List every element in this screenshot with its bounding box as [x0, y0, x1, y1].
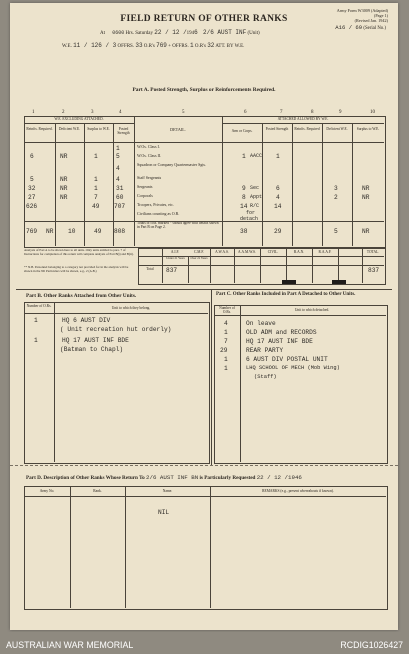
table-rule — [292, 123, 293, 246]
hdr-we-excl: W.E. EXCLUDING ATTACHED. — [54, 117, 104, 121]
ors2-value: 32 — [207, 42, 215, 49]
we-value: 11 / 126 / 3 — [73, 42, 117, 49]
detail-label: Corporals — [137, 193, 153, 198]
part-d-title — [26, 475, 386, 481]
redaction-mark — [282, 280, 296, 284]
cell-value: NR — [60, 185, 68, 192]
hdr-detail: DETAIL. — [170, 127, 186, 132]
unit-label: (Unit) — [247, 31, 260, 36]
detail-label: Staff Sergeants — [137, 175, 162, 180]
cell-value: 10 — [68, 228, 76, 235]
cell-value: NR — [60, 153, 68, 160]
analysis-head: A.I.F. — [170, 250, 180, 254]
detail-rows — [137, 145, 221, 229]
cell-value: 5 — [116, 153, 120, 160]
serial-number — [335, 24, 386, 32]
redaction-mark — [332, 280, 346, 284]
form-ref-line: (Revised Jan. 1942) — [354, 18, 388, 23]
table-rule — [210, 486, 211, 608]
analysis-head: A.A.M.W.S. — [238, 250, 256, 254]
part-d-head: REMARKS (e.g., present whereabouts if known). — [262, 489, 334, 493]
table-rule — [222, 116, 223, 246]
hdr-posted: Posted Strength — [117, 127, 130, 136]
cell-value: 1 — [116, 145, 120, 152]
part-d-title-prefix: Part D. Description of Other Ranks Whose Return To — [26, 475, 145, 481]
part-d-table — [24, 486, 388, 610]
ors-label: O.R's — [143, 44, 155, 49]
cell-value: Sec — [250, 185, 260, 191]
part-d-head: Rank. — [93, 489, 102, 493]
form-ref-line: Army Form W3009 (Adapted) — [336, 8, 388, 13]
part-b-title: Part B. Other Ranks Attached from Other Units. — [26, 293, 137, 299]
cell-value: detach — [240, 216, 259, 222]
part-d-date: 22 / 12 / — [256, 474, 288, 481]
cell-value: 49 — [92, 203, 100, 210]
cell-value: 2 — [334, 194, 338, 201]
table-rule — [262, 123, 263, 246]
fold-line — [10, 465, 398, 466]
col-number: 6 — [244, 110, 247, 115]
cell-value: 1 — [94, 185, 98, 192]
part-c-num: 1 — [224, 356, 228, 363]
we-line — [62, 43, 244, 50]
cell-value: 29 — [274, 228, 282, 235]
cell-value: NR — [362, 228, 370, 235]
cell-value: 60 — [116, 194, 124, 201]
part-b-unit: HQ 6 AUST DIV — [62, 317, 111, 324]
cell-value: 5 — [30, 176, 34, 183]
detail-label: W.Os. Class II. — [137, 153, 162, 158]
table-rule — [322, 123, 323, 246]
hdr-reinfts: Reinfts. Required. — [26, 127, 53, 131]
year-prefix: 194 — [186, 31, 195, 36]
cell-value: NR — [362, 194, 370, 201]
cell-value: 14 — [240, 203, 248, 210]
part-c-unit: LHQ SCHOOL OF MECH (Mob Wing) — [246, 365, 340, 371]
analysis-note: Analysis of Part A to be shown here to all units. Only units entitled to para. 7 of Instructions for completion of this return will complete analysis of Part B(i) and B(ii). — [24, 248, 134, 256]
form-ref-line: (Page 1) — [373, 13, 388, 18]
cell-value: 9 — [242, 185, 246, 192]
part-c-head: Unit to which detached. — [294, 308, 330, 312]
hrs-label: Hrs. Saturday — [125, 31, 154, 36]
time-line — [100, 30, 260, 37]
table-rule — [125, 486, 126, 608]
cell-value: 5 — [334, 228, 338, 235]
section-rule — [211, 289, 212, 465]
part-c-unit: OLD ADM and RECORDS — [246, 329, 317, 336]
cell-value: 4 — [116, 165, 120, 172]
analysis-head: C.M.F. — [194, 250, 204, 254]
form-title: FIELD RETURN OF OTHER RANKS — [120, 14, 288, 24]
hrs-value: 0600 — [112, 30, 125, 36]
detail-label: W.Os. Class I. — [137, 144, 160, 149]
total-value: 837 — [368, 267, 380, 274]
cell-value: 4 — [116, 176, 120, 183]
part-d-title-suffix: is Particularly Requested — [199, 475, 256, 481]
part-b-unit: (Batman to Chapl) — [60, 346, 124, 353]
cell-value: 38 — [240, 228, 248, 235]
detail-label: Sergeants — [137, 184, 153, 189]
part-b-num: 1 — [34, 337, 38, 344]
cell-value: AACC — [250, 153, 263, 159]
hdr-surplus: Surplus to W.E. — [87, 127, 110, 131]
table-rule — [222, 123, 384, 124]
part-b-head: Unit to which they belong. — [111, 306, 151, 310]
cell-value: Appt — [250, 194, 263, 200]
cell-value: 8 — [242, 194, 246, 201]
att-label: ATT. BY W.E. — [215, 44, 245, 49]
cell-value: 1 — [94, 176, 98, 183]
we-label: W.E. — [62, 44, 72, 49]
cell-value: 3 — [334, 185, 338, 192]
table-rule — [24, 221, 384, 222]
at-label: At — [100, 31, 105, 36]
totals-label: Total — [146, 267, 154, 271]
cell-value: 769 — [26, 228, 38, 235]
cell-value: NR — [60, 194, 68, 201]
section-rule — [16, 289, 392, 290]
col-number: 2 — [62, 110, 65, 115]
cell-value: 626 — [26, 203, 38, 210]
archive-footer — [0, 632, 409, 654]
offrs-value: 33 — [135, 42, 143, 49]
analysis-head: TOTAL. — [366, 250, 380, 254]
part-d-unit: 2/6 AUST INF BN — [146, 474, 199, 481]
ors-value: 769 — [156, 42, 167, 49]
cell-value: 7 — [94, 194, 98, 201]
part-a-title: Part A. Posted Strength, Surplus or Reinforcements Required. — [132, 87, 276, 93]
hdr-att-allowed: ATTACHED ALLOWED BY W.E. — [277, 117, 329, 121]
analysis-head: R.A.N. — [293, 250, 305, 254]
cell-value: 4 — [276, 194, 280, 201]
col-number: 7 — [280, 110, 283, 115]
offrs-label: OFFRS. — [117, 44, 135, 49]
table-rule — [338, 248, 339, 283]
date-value: 22 / 12 / — [154, 29, 187, 36]
archive-name: AUSTRALIAN WAR MEMORIAL — [6, 640, 134, 650]
table-rule — [24, 313, 208, 314]
part-d-head: Name. — [162, 489, 173, 493]
col-number: 3 — [91, 110, 94, 115]
cmf-sub: Over 21 Years — [190, 256, 208, 260]
part-c-num: 1 — [224, 365, 228, 372]
part-b-unit: ( Unit recreation hut orderly) — [60, 326, 172, 333]
analysis-head: R.A.A.F. — [318, 250, 332, 254]
part-c-title: Part C. Other Ranks Included in Part A Detached to Other Units. — [216, 292, 356, 297]
table-rule — [138, 265, 384, 266]
cell-value: NR — [60, 176, 68, 183]
serial-value: A16 / 69 — [335, 24, 363, 31]
hdr-deficient-r: Deficient W.E. — [326, 127, 348, 131]
col-number: 10 — [370, 110, 375, 115]
part-d-entry: NIL — [158, 509, 170, 516]
hdr-posted-r: Posted Strength — [265, 127, 289, 131]
archive-ref: RCDIG1026427 — [340, 640, 403, 650]
cell-value: 31 — [116, 185, 124, 192]
cell-value: 808 — [114, 228, 126, 235]
form-sheet — [10, 3, 398, 630]
analysis-head: A.W.A.S. — [215, 250, 229, 254]
detail-label: Squadron or Company Quartermaster Sgts. — [137, 162, 206, 167]
cell-value: 32 — [28, 185, 36, 192]
col-number: 8 — [311, 110, 314, 115]
cell-value: 1 — [242, 153, 246, 160]
col-number: 5 — [182, 110, 185, 115]
part-d-head: Army No. — [39, 489, 55, 493]
unit-value: 2/6 AUST INF — [203, 29, 247, 36]
cell-value: 1 — [94, 153, 98, 160]
nb-note: ** N.B. Personnel belonging to a category not provided for in the analysis will be shown in the Nil Particulars will be shown, e.g., 2 (A.B.) — [24, 265, 129, 273]
part-c-head: Number of O.Rs. — [219, 306, 235, 315]
part-c-unit: (Staff) — [254, 374, 277, 380]
cell-value: 6 — [30, 153, 34, 160]
hdr-deficient: Deficient W.E. — [58, 127, 81, 131]
col-number: 9 — [339, 110, 342, 115]
table-rule — [55, 123, 56, 246]
aif-value: 837 — [166, 267, 178, 274]
table-rule — [24, 142, 384, 143]
table-rule — [24, 123, 134, 124]
part-d-year: 1946 — [288, 474, 302, 481]
hdr-arm: Arm or Corps. — [231, 129, 253, 133]
part-c-unit: HQ 17 AUST INF BDE — [246, 338, 313, 345]
table-rule — [84, 123, 85, 246]
cell-value: 49 — [94, 228, 102, 235]
offrs2-value: 1 — [190, 42, 194, 49]
part-c-unit: REAR PARTY — [246, 347, 284, 354]
part-b-head: Number of O.Rs. — [26, 304, 52, 308]
analysis-head: CIVIL. — [267, 250, 279, 254]
serial-label: (Serial No.) — [363, 26, 386, 31]
year-value: 6 — [194, 29, 198, 36]
cell-value: 707 — [114, 203, 126, 210]
table-rule — [54, 302, 55, 462]
table-rule — [352, 123, 353, 246]
offrs2-label: OFFRS. — [172, 44, 189, 49]
cell-value: 1 — [276, 153, 280, 160]
cell-value: 27 — [28, 194, 36, 201]
part-c-num: 4 — [224, 320, 228, 327]
cell-value: for — [246, 210, 256, 216]
cell-value: 14 — [274, 203, 282, 210]
ors2-label: O.R's — [194, 44, 206, 49]
part-c-num: 7 — [224, 338, 228, 345]
hdr-reinfts-r: Reinfts. Required — [294, 127, 320, 131]
part-b-unit: HQ 17 AUST INF BDE — [62, 337, 129, 344]
hdr-surplus-r: Surplus to W.E. — [356, 127, 380, 131]
part-b-num: 1 — [34, 317, 38, 324]
cell-value: NR — [46, 228, 54, 235]
cell-value: R/C — [250, 203, 260, 209]
detail-label: Totals of cols. marked * should agree with details shown in Part B on Page 2. — [137, 221, 219, 229]
col-number: 4 — [119, 110, 122, 115]
detail-label: Civilians counting as O.R. — [137, 211, 180, 216]
plus-sign: + — [168, 44, 171, 49]
part-c-unit: On leave — [246, 320, 276, 327]
col-number: 1 — [32, 110, 35, 115]
cell-value: NR — [362, 185, 370, 192]
table-rule — [70, 486, 71, 608]
cmf-sub: Under 21 Years — [166, 256, 185, 260]
cell-value: 6 — [276, 185, 280, 192]
table-rule — [240, 305, 241, 462]
table-rule — [24, 496, 386, 497]
table-rule — [134, 116, 135, 246]
part-c-num: 1 — [224, 329, 228, 336]
part-c-unit: 6 AUST DIV POSTAL UNIT — [246, 356, 328, 363]
part-c-num: 29 — [220, 347, 228, 354]
detail-label: Troopers, Privates, etc. — [137, 202, 174, 207]
